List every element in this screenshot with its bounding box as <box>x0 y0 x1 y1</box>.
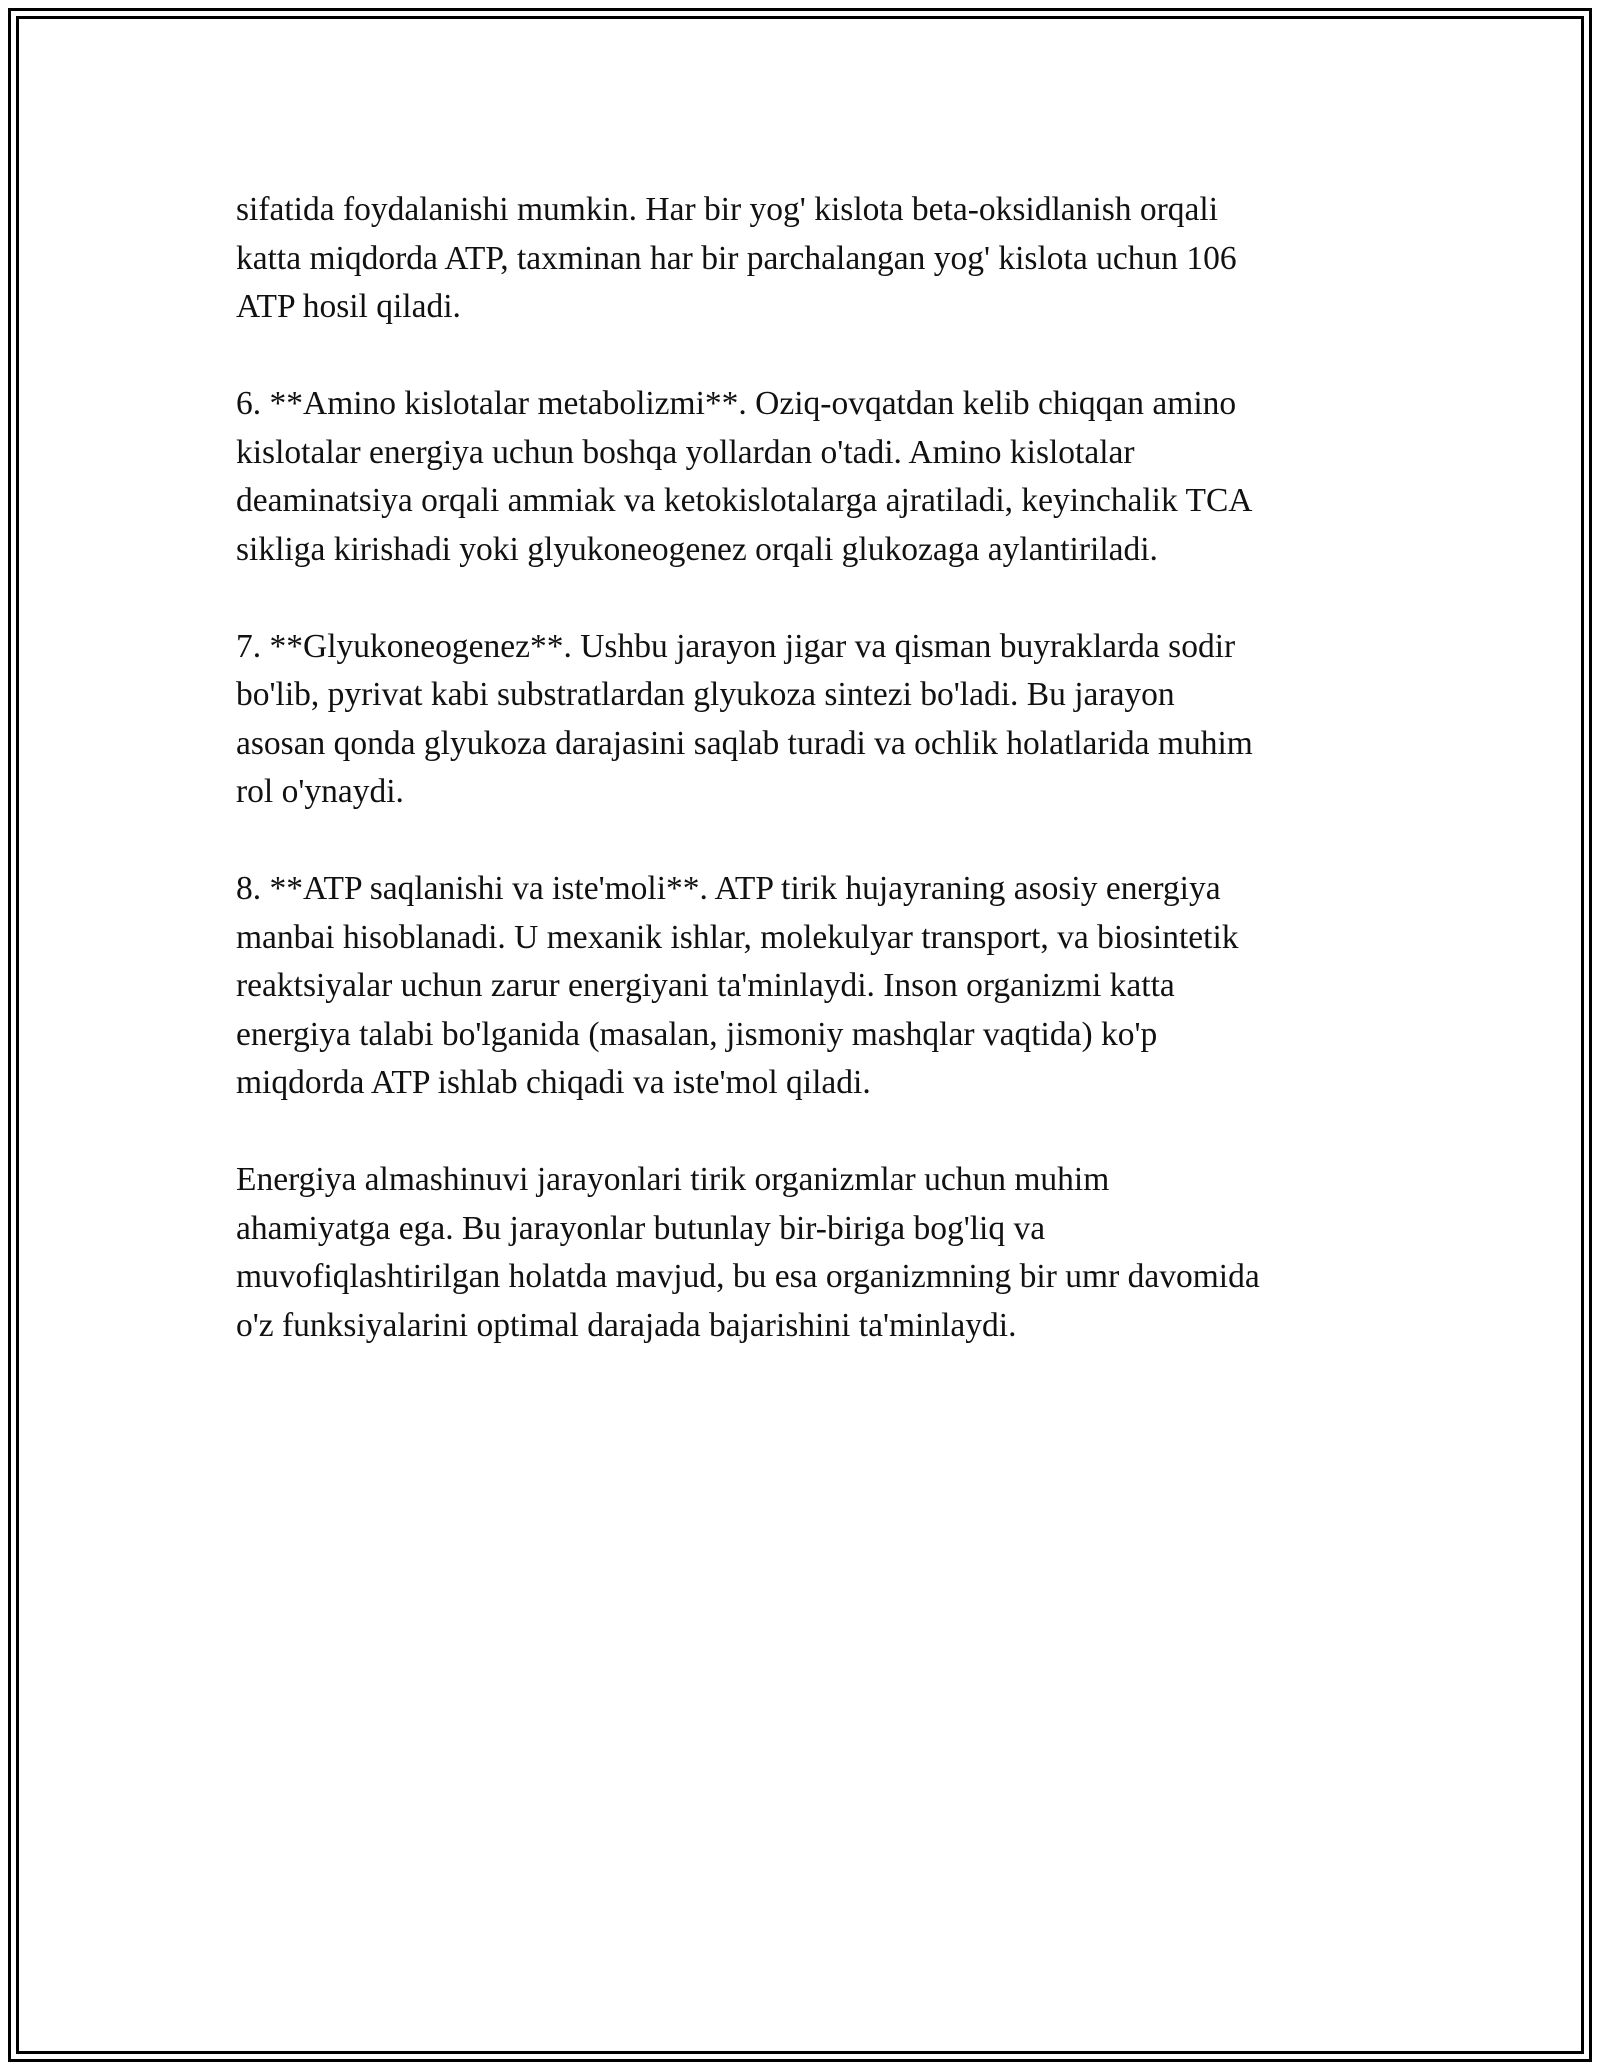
paragraph-amino-acid-metabolism: 6. **Amino kislotalar metabolizmi**. Oziq-ovqatdan kelib chiqqan amino kislotalar energiya uchun boshqa yollardan o'tadi. Amino kislotalar deaminatsiya orqali ammiak va ketokislotalarga ajratiladi, keyinchalik TCA sikliga kirishadi yoki glyukoneogenez orqali glukozaga aylantiriladi. <box>236 385 1253 568</box>
document-body <box>236 186 1366 1399</box>
paragraph-gluconeogenesis: 7. **Glyukoneogenez**. Ushbu jarayon jigar va qisman buyraklarda sodir bo'lib, pyrivat kabi substratlardan glyukoza sintezi bo'ladi. Bu jarayon asosan qonda glyukoza darajasini saqlab turadi va ochlik holatlarida muhim rol o'ynaydi. <box>236 627 1253 810</box>
paragraph-atp-storage: 8. **ATP saqlanishi va iste'moli**. ATP tirik hujayraning asosiy energiya manbai hisoblanadi. U mexanik ishlar, molekulyar transport, va biosintetik reaktsiyalar uchun zarur energiyani ta'minlaydi. Inson organizmi katta energiya talabi bo'lganida (masalan, jismoniy mashqlar vaqtida) ko'p miqdorda ATP ishlab chiqadi va iste'mol qiladi. <box>236 870 1239 1101</box>
paragraph-conclusion: Energiya almashinuvi jarayonlari tirik organizmlar uchun muhim ahamiyatga ega. Bu jarayonlar butunlay bir-biriga bog'liq va muvofiqlashtirilgan holatda mavjud, bu esa organizmning bir umr davomida o'z funksiyalarini optimal darajada bajarishini ta'minlaydi. <box>236 1161 1260 1344</box>
paragraph-fatty-acid-continuation: sifatida foydalanishi mumkin. Har bir yog' kislota beta-oksidlanish orqali katta miqdorda ATP, taxminan har bir parchalangan yog' kislota uchun 106 ATP hosil qiladi. <box>236 191 1237 325</box>
